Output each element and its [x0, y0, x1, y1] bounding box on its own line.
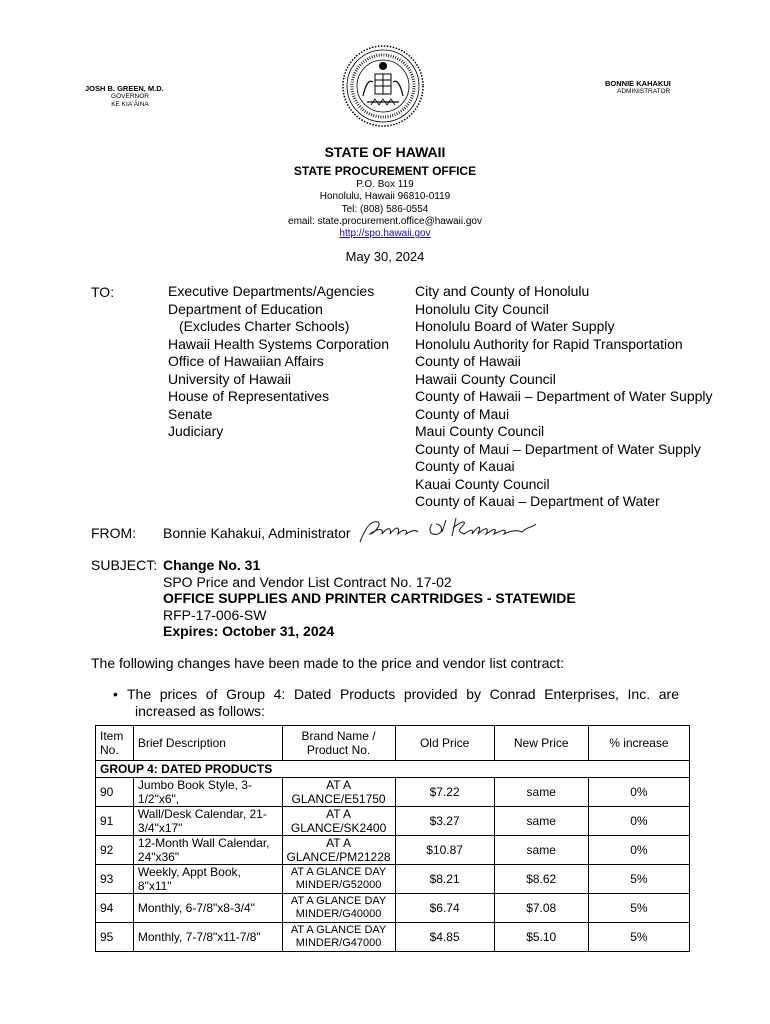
table-row	[96, 894, 690, 923]
old-price: $10.87	[395, 836, 494, 865]
desc-line: Weekly, Appt Book,	[137, 865, 241, 879]
contract-title: OFFICE SUPPLIES AND PRINTER CARTRIDGES - STATEWIDE	[163, 590, 576, 606]
recipient: County of Kauai – Department of Water	[415, 493, 660, 509]
recipient: City and County of Honolulu	[415, 283, 590, 299]
item-number: 92	[96, 836, 134, 865]
recipient: Honolulu Board of Water Supply	[415, 318, 615, 334]
desc-line: 8"x11"	[137, 879, 172, 893]
table-row	[96, 923, 690, 952]
letter-date: May 30, 2024	[345, 249, 425, 264]
recipient: Kauai County Council	[415, 475, 550, 492]
subject-block	[163, 557, 576, 640]
recipient: County of Hawaii	[415, 353, 521, 369]
brand-line: AT A	[326, 807, 352, 821]
telephone: Tel: (808) 586-0554	[341, 203, 429, 215]
old-price: $6.74	[395, 894, 494, 923]
brand-product	[282, 865, 395, 894]
governor-title	[110, 93, 150, 109]
to-right-list	[415, 283, 713, 511]
item-description: Monthly, 6-7/8"x8-3/4"	[133, 894, 282, 923]
new-price: same	[494, 807, 588, 836]
old-price: $3.27	[395, 807, 494, 836]
brand-line: MINDER/G47000	[295, 937, 382, 949]
recipient: Senate	[168, 405, 213, 422]
header-percent-increase: % increase	[588, 726, 689, 761]
office-heading: STATE PROCUREMENT OFFICE	[293, 164, 477, 178]
header-old-price: Old Price	[395, 726, 494, 761]
governor-title-hawaiian: KE KIAʻĀINA	[111, 101, 149, 108]
old-price: $4.85	[395, 923, 494, 952]
header-item-line: Item	[100, 729, 124, 743]
administrator-title: ADMINISTRATOR	[617, 88, 671, 95]
header-description: Brief Description	[133, 726, 282, 761]
brand-line: AT A	[326, 778, 352, 792]
item-number: 94	[96, 894, 134, 923]
item-description	[133, 865, 282, 894]
recipient: Office of Hawaiian Affairs	[168, 353, 324, 369]
percent-increase: 0%	[588, 836, 689, 865]
brand-product	[282, 923, 395, 952]
recipient: County of Maui	[415, 405, 510, 422]
po-box: P.O. Box 119	[356, 179, 414, 190]
desc-line: 12-Month Wall Calendar,	[137, 836, 270, 850]
recipient: Maui County Council	[415, 423, 545, 439]
brand-line: MINDER/G40000	[295, 908, 382, 920]
item-description: Monthly, 7-7/8"x11-7/8"	[133, 923, 282, 952]
item-description	[133, 836, 282, 865]
bullet-text	[127, 686, 679, 719]
brand-line: AT A GLANCE DAY	[290, 866, 387, 878]
percent-increase: 5%	[588, 923, 689, 952]
desc-line: 3/4"x17"	[137, 821, 183, 835]
header-item-line: No.	[100, 743, 119, 757]
new-price: $7.08	[494, 894, 588, 923]
recipient: University of Hawaii	[168, 370, 291, 387]
new-price: same	[494, 836, 588, 865]
contract-number: SPO Price and Vendor List Contract No. 17-02	[163, 573, 452, 590]
desc-line: 1/2"x6",	[137, 792, 180, 806]
email: email: state.procurement.office@hawaii.gov	[288, 215, 482, 227]
from-label: FROM:	[91, 525, 137, 541]
brand-product	[282, 894, 395, 923]
expiration: Expires: October 31, 2024	[163, 623, 335, 639]
office-address	[0, 179, 770, 240]
table-row	[96, 865, 690, 894]
city: Honolulu, Hawaii 96810-0119	[319, 191, 451, 203]
recipient: Executive Departments/Agencies	[168, 283, 375, 299]
brand-product	[282, 807, 395, 836]
recipient: Honolulu City Council	[415, 300, 549, 317]
item-description	[133, 778, 282, 807]
bullet-line-2: increased as follows:	[135, 702, 265, 719]
table-row	[96, 807, 690, 836]
recipient: Department of Education	[168, 300, 323, 317]
percent-increase: 5%	[588, 865, 689, 894]
website-link[interactable]: http://spo.hawaii.gov	[339, 228, 431, 240]
brand-line: MINDER/G52000	[295, 879, 382, 891]
recipient: Judiciary	[168, 423, 224, 439]
header-brand-line: Brand Name /	[301, 729, 376, 743]
old-price: $8.21	[395, 865, 494, 894]
bullet-icon: •	[113, 686, 118, 702]
item-number: 90	[96, 778, 134, 807]
percent-increase: 0%	[588, 778, 689, 807]
item-description	[133, 807, 282, 836]
new-price: same	[494, 778, 588, 807]
header-item	[96, 726, 134, 761]
recipient: House of Representatives	[168, 388, 330, 404]
to-label: TO:	[91, 284, 115, 300]
state-seal-icon	[341, 44, 425, 128]
recipient: County of Hawaii – Department of Water Supply	[415, 388, 713, 404]
governor-name: JOSH B. GREEN, M.D.	[85, 84, 164, 93]
intro-text: The following changes have been made to the price and vendor list contract:	[91, 655, 565, 671]
state-heading: STATE OF HAWAII	[324, 144, 446, 160]
to-left-list	[168, 283, 389, 441]
from-value: Bonnie Kahakui, Administrator	[163, 525, 351, 541]
governor-title-english: GOVERNOR	[111, 93, 149, 100]
signature-icon	[352, 512, 542, 546]
bullet-line-1: The prices of Group 4: Dated Products provided by Conrad Enterprises, Inc. are	[127, 686, 679, 702]
group-row	[96, 761, 690, 778]
brand-line: GLANCE/SK2400	[290, 821, 387, 835]
brand-line: GLANCE/PM21228	[286, 850, 391, 864]
brand-product	[282, 778, 395, 807]
percent-increase: 5%	[588, 894, 689, 923]
brand-line: AT A GLANCE DAY	[290, 895, 387, 907]
recipient: Hawaii Health Systems Corporation	[168, 335, 389, 352]
brand-line: AT A	[326, 836, 352, 850]
subject-label: SUBJECT:	[91, 557, 158, 573]
recipient: County of Kauai	[415, 458, 515, 474]
header-brand	[282, 726, 395, 761]
header-new-price: New Price	[494, 726, 588, 761]
rfp-number: RFP-17-006-SW	[163, 606, 267, 623]
price-change-table	[95, 725, 690, 952]
recipient: County of Maui – Department of Water Supply	[415, 440, 701, 457]
group-title: GROUP 4: DATED PRODUCTS	[96, 761, 690, 778]
table-header-row	[96, 726, 690, 761]
brand-line: AT A GLANCE DAY	[290, 924, 387, 936]
recipient: Hawaii County Council	[415, 370, 556, 387]
old-price: $7.22	[395, 778, 494, 807]
new-price: $5.10	[494, 923, 588, 952]
recipient: Honolulu Authority for Rapid Transportation	[415, 335, 683, 352]
item-number: 91	[96, 807, 134, 836]
recipient: (Excludes Charter Schools)	[179, 318, 350, 334]
desc-line: Jumbo Book Style, 3-	[137, 778, 252, 792]
desc-line: Wall/Desk Calendar, 21-	[137, 807, 267, 821]
header-brand-line: Product No.	[306, 743, 371, 757]
administrator-name: BONNIE KAHAKUI	[605, 79, 671, 88]
percent-increase: 0%	[588, 807, 689, 836]
item-number: 93	[96, 865, 134, 894]
brand-product	[282, 836, 395, 865]
item-number: 95	[96, 923, 134, 952]
new-price: $8.62	[494, 865, 588, 894]
brand-line: GLANCE/E51750	[291, 792, 386, 806]
desc-line: 24"x36"	[137, 850, 180, 864]
table-row	[96, 778, 690, 807]
change-number: Change No. 31	[163, 557, 261, 573]
table-row	[96, 836, 690, 865]
